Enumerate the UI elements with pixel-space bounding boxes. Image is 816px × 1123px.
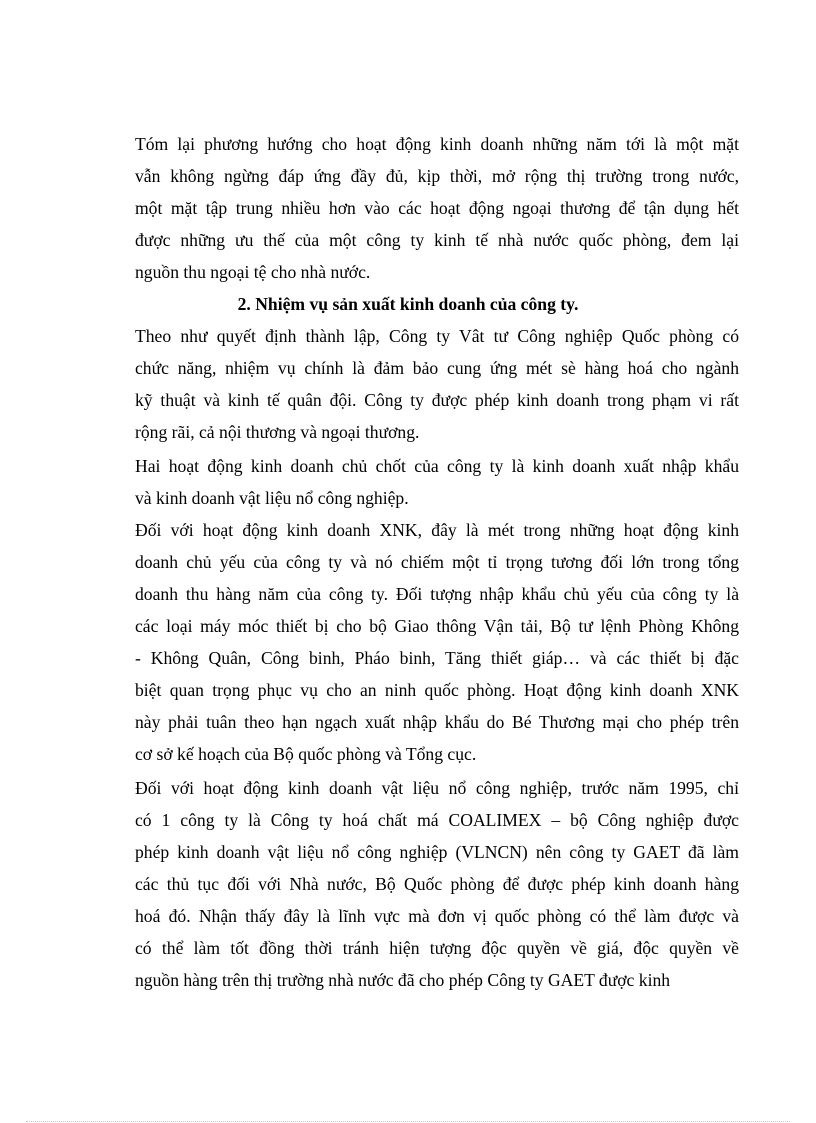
text-line: kỹ thuật và kinh tế quân đội. Công ty được phép kinh doanh trong phạm vi rất [135,390,739,410]
text-line: doanh thu hàng năm của công ty. Đối tượng nhập khẩu chủ yếu của công ty là [135,584,739,604]
text-line: có thể làm tốt đồng thời tránh hiện tượng độc quyền về giá, độc quyền về [135,938,739,958]
text-line: các loại máy móc thiết bị cho bộ Giao thông Vận tải, Bộ tư lệnh Phòng Không [135,616,739,636]
text-line: được những ưu thế của một công ty kinh tế nhà nước quốc phòng, đem lại [135,230,739,250]
section-heading: 2. Nhiệm vụ sản xuất kinh doanh của công ty. [237,294,579,314]
text-line: Đối với hoạt động kinh doanh vật liệu nổ công nghiệp, trước năm 1995, chỉ [135,778,739,798]
text-line: Theo như quyết định thành lập, Công ty Vât tư Công nghiệp Quốc phòng có [135,326,739,346]
text-line: doanh chủ yếu của công ty và nó chiếm một tỉ trọng tương đối lớn trong tổng [135,552,739,572]
text-line: Tóm lại phương hướng cho hoạt động kinh doanh những năm tới là một mặt [135,134,739,154]
text-line: phép kinh doanh vật liệu nổ công nghiệp (VLNCN) nên công ty GAET đã làm [135,842,739,862]
text-line: Đối với hoạt động kinh doanh XNK, đây là mét trong những hoạt động kinh [135,520,739,540]
text-line: cơ sở kế hoạch của Bộ quốc phòng và Tổng cục. [135,744,477,764]
text-line: nguồn thu ngoại tệ cho nhà nước. [135,262,371,282]
text-line: rộng rãi, cả nội thương và ngoại thương. [135,422,420,442]
text-line: và kinh doanh vật liệu nổ công nghiệp. [135,488,409,508]
text-line: biệt quan trọng phục vụ cho an ninh quốc phòng. Hoạt động kinh doanh XNK [135,680,739,700]
text-line: các thủ tục đối với Nhà nước, Bộ Quốc phòng để được phép kinh doanh hàng [135,874,739,894]
text-line: này phải tuân theo hạn ngạch xuất nhập khẩu do Bé Thương mại cho phép trên [135,712,739,732]
text-line: chức năng, nhiệm vụ chính là đảm bảo cung ứng mét sè hàng hoá cho ngành [135,358,739,378]
text-line: hoá đó. Nhận thấy đây là lĩnh vực mà đơn vị quốc phòng có thể làm được và [135,906,739,926]
text-line: một mặt tập trung nhiều hơn vào các hoạt động ngoại thương để tận dụng hết [135,198,739,218]
text-line: vẫn không ngừng đáp ứng đầy đủ, kịp thời, mở rộng thị trường trong nước, [135,166,739,186]
text-line: - Không Quân, Công binh, Pháo binh, Tăng thiết giáp… và các thiết bị đặc [135,648,739,668]
page-bottom-rule [26,1121,790,1122]
text-line: có 1 công ty là Công ty hoá chất má COALIMEX – bộ Công nghiệp được [135,810,739,830]
text-line: Hai hoạt động kinh doanh chủ chốt của công ty là kinh doanh xuất nhập khẩu [135,456,739,476]
text-line: nguồn hàng trên thị trường nhà nước đã cho phép Công ty GAET được kinh [135,970,671,990]
